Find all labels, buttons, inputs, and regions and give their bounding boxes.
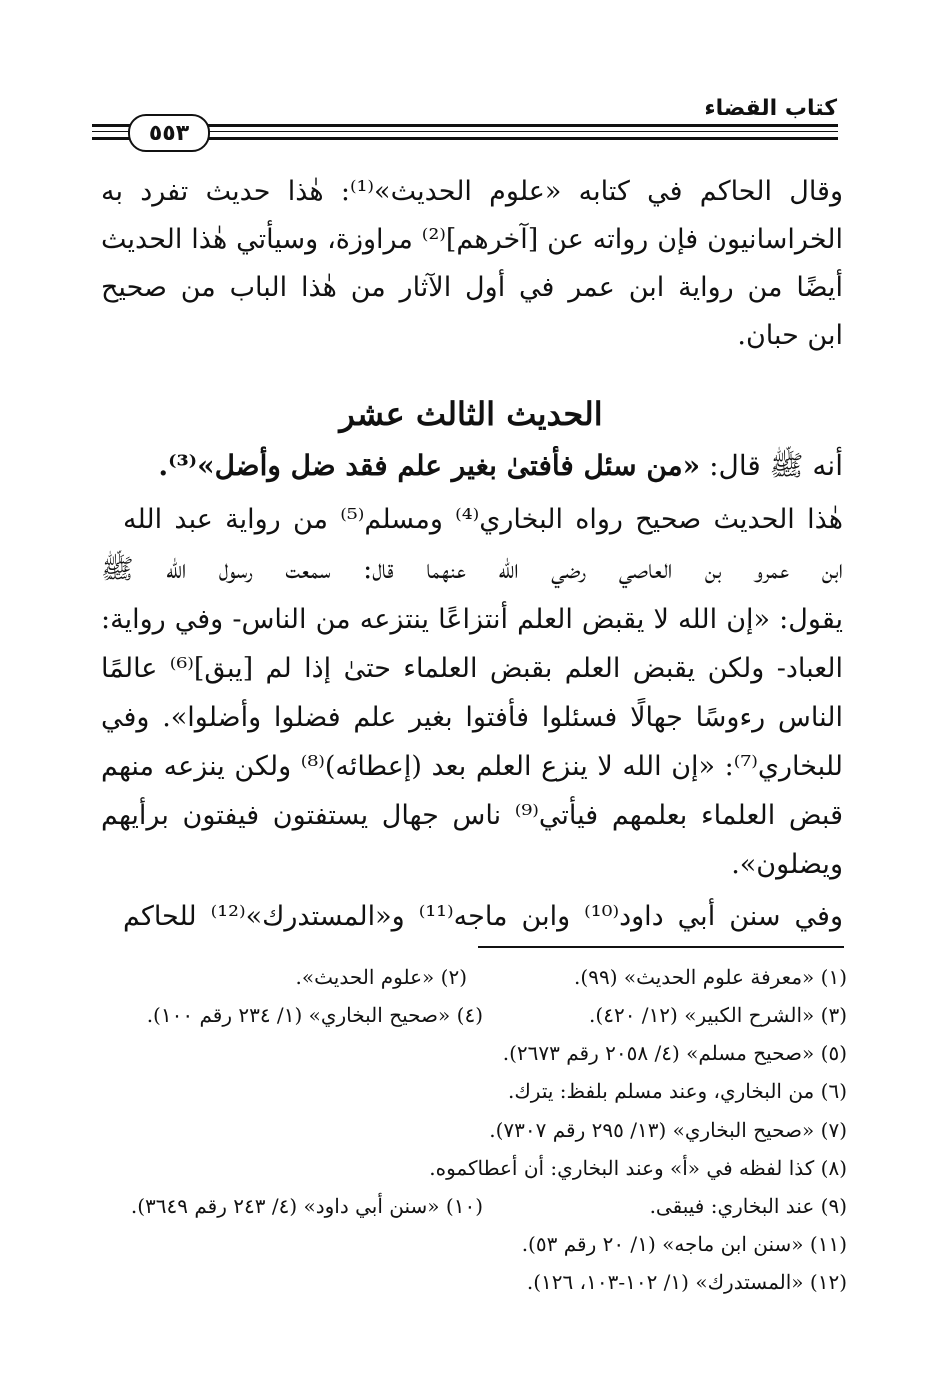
text-line: وفي سنن أبي داود⁽¹⁰⁾ وابن ماجه⁽¹¹⁾ و«المستدرك»⁽¹²⁾ للحاكم xyxy=(123,901,843,932)
text-line: قبض العلماء بعلمهم فيأتي⁽⁹⁾ ناس جهال يستفتون فيفتون برأيهم xyxy=(101,800,843,831)
footnote: (١) «معرفة علوم الحديث» (٩٩). xyxy=(574,965,847,989)
text-line: الناس رءوسًا جهالًا فسئلوا فأفتوا بغير علم فضلوا وأضلوا». وفي xyxy=(101,702,843,733)
text-line: هٰذا الحديث صحيح رواه البخاري⁽⁴⁾ ومسلم⁽⁵⁾ من رواية عبد الله xyxy=(123,504,843,535)
text-line: العباد- ولكن يقبض العلم بقبض العلماء حتىٰ إذا لم [يبق]⁽⁶⁾ عالمًا xyxy=(101,653,843,684)
section-heading: الحديث الثالث عشر xyxy=(339,395,603,433)
footnote: (٥) «صحيح مسلم» (٤/ ٢٠٥٨ رقم ٢٦٧٣). xyxy=(502,1041,847,1065)
footnote: (٤) «صحيح البخاري» (١/ ٢٣٤ رقم ١٠٠). xyxy=(146,1003,483,1027)
header-rule-bottom xyxy=(206,137,838,140)
hadith-intro: أنه ﷺ قال: xyxy=(700,449,843,482)
text-line: ابن حبان. xyxy=(737,320,843,351)
footnote: (٦) من البخاري، وعند مسلم بلفظ: يترك. xyxy=(507,1079,847,1103)
footnote: (٨) كذا لفظه في «أ» وعند البخاري: أن أعطاكموه. xyxy=(429,1156,847,1180)
header-rule-middle xyxy=(206,131,838,132)
text-line: ابن عمرو بن العاصي رضي الله عنهما قال: سمعت رسول الله ﷺ xyxy=(101,554,843,585)
page-number-badge xyxy=(128,114,210,152)
header-rule-left-top xyxy=(92,124,130,127)
footnote: (٩) عند البخاري: فيبقى. xyxy=(649,1194,847,1218)
hadith-text: «من سئل فأفتىٰ بغير علم فقد ضل وأضل»⁽³⁾. xyxy=(158,449,701,482)
text-line: أيضًا من رواية ابن عمر في أول الآثار من هٰذا الباب من صحيح xyxy=(101,272,843,303)
text-line: ويضلون». xyxy=(731,849,843,880)
footnote: (١١) «سنن ابن ماجه» (١/ ٢٠ رقم ٥٣). xyxy=(521,1232,847,1256)
footnote-separator xyxy=(478,946,844,948)
page-number: ٥٥٣ xyxy=(148,120,190,146)
header-rule-left-bottom xyxy=(92,137,130,140)
footnote: (٣) «الشرح الكبير» (١٢/ ٤٢٠). xyxy=(589,1003,847,1027)
text-line: يقول: «إن الله لا يقبض العلم أنتزاعًا ينتزعه من الناس- وفي رواية: xyxy=(101,604,843,635)
text-line: وقال الحاكم في كتابه «علوم الحديث»⁽¹⁾: هٰذا حديث تفرد به xyxy=(101,176,843,207)
footnote: (٢) «علوم الحديث». xyxy=(295,965,467,989)
header-rule-top xyxy=(206,124,838,127)
text-line: الخراسانيون فإن رواته عن [آخرهم]⁽²⁾ مراوزة، وسيأتي هٰذا الحديث xyxy=(101,224,843,255)
text-line: للبخاري⁽⁷⁾: «إن الله لا ينزع العلم بعد (إعطائه)⁽⁸⁾ ولكن ينزعه منهم xyxy=(101,751,843,782)
footnote: (١٢) «المستدرك» (١/ ١٠٢-١٠٣، ١٢٦). xyxy=(526,1270,847,1294)
running-header-title: كتاب القضاء xyxy=(704,96,837,121)
hadith-line xyxy=(101,446,843,486)
footnote: (١٠) «سنن أبي داود» (٤/ ٢٤٣ رقم ٣٦٤٩). xyxy=(130,1194,483,1218)
footnote: (٧) «صحيح البخاري» (١٣/ ٢٩٥ رقم ٧٣٠٧). xyxy=(489,1118,847,1142)
header-rule-left-middle xyxy=(92,131,130,132)
